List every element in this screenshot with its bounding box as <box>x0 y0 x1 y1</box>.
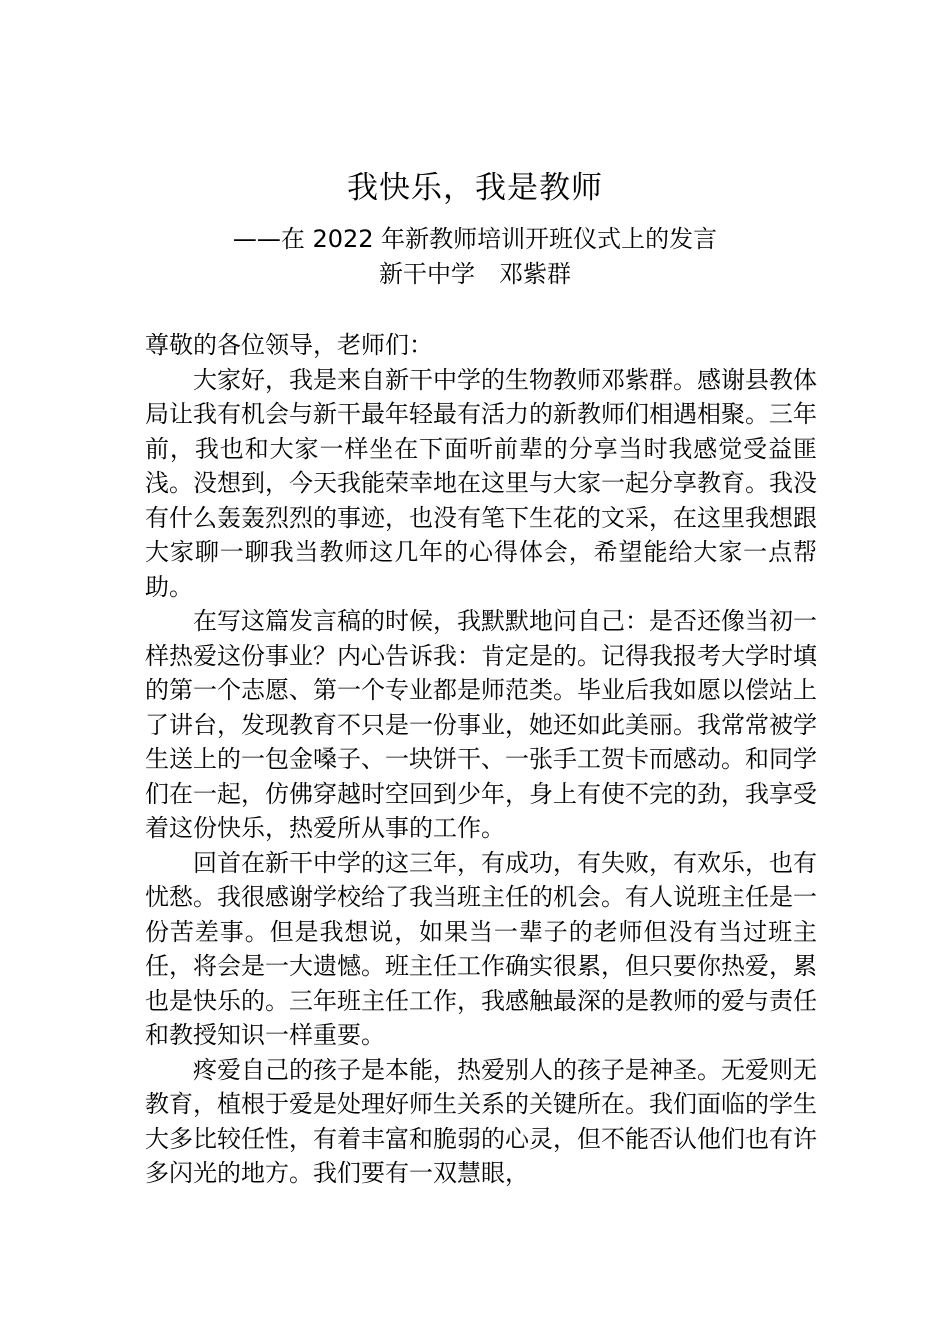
document-title: 我快乐，我是教师 <box>347 170 603 206</box>
paragraph: 回首在新干中学的这三年，有成功，有失败，有欢乐，也有忧愁。我很感谢学校给了我当班主任的机会。有人说班主任是一份苦差事。但是我想说，如果当一辈子的老师但没有当过班主任，将会是一大遗憾。班主任工作确实很累，但只要你热爱，累也是快乐的。三年班主任工作，我感触最深的是教师的爱与责任和教授知识一样重要。 <box>145 848 817 1049</box>
salutation: 尊敬的各位领导，老师们： <box>145 331 433 359</box>
document-subtitle: ——在 2022 年新教师培训开班仪式上的发言 <box>232 225 718 253</box>
document-body <box>145 328 817 1191</box>
paragraph: 大家好，我是来自新干中学的生物教师邓紫群。感谢县教体局让我有机会与新干最年轻最有活力的新教师们相遇相聚。三年前，我也和大家一样坐在下面听前辈的分享当时我感觉受益匪浅。没想到，今天我能荣幸地在这里与大家一起分享教育。我没有什么轰轰烈烈的事迹，也没有笔下生花的文采，在这里我想跟大家聊一聊我当教师这几年的心得体会，希望能给大家一点帮助。 <box>145 365 817 601</box>
paragraph: 疼爱自己的孩子是本能，热爱别人的孩子是神圣。无爱则无教育，植根于爱是处理好师生关系的关键所在。我们面临的学生大多比较任性，有着丰富和脆弱的心灵，但不能否认他们也有许多闪光的地方。我们要有一双慧眼， <box>145 1055 817 1187</box>
document-author: 新干中学 邓紫群 <box>379 260 571 288</box>
paragraph: 在写这篇发言稿的时候，我默默地问自己：是否还像当初一样热爱这份事业？内心告诉我：肯定是的。记得我报考大学时填的第一个志愿、第一个专业都是师范类。毕业后我如愿以偿站上了讲台，发现教育不只是一份事业，她还如此美丽。我常常被学生送上的一包金嗓子、一块饼干、一张手工贺卡而感动。和同学们在一起，仿佛穿越时空回到少年，身上有使不完的劲，我享受着这份快乐，热爱所从事的工作。 <box>145 607 817 842</box>
